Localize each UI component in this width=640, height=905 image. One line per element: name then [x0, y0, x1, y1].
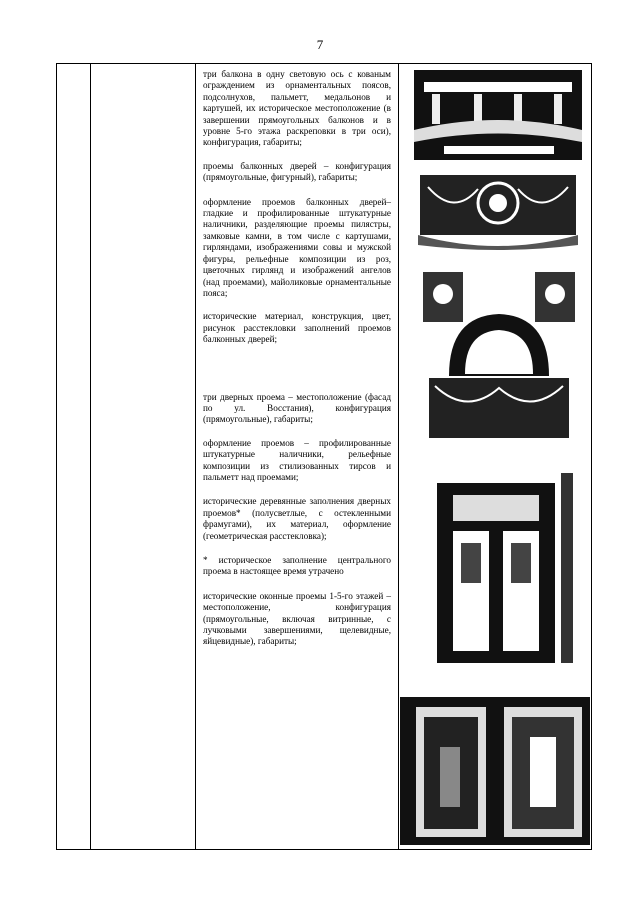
paragraph-doorways: три дверных проема – местоположение (фасад по ул. Восстания), конфигурация (прямоугольные), габариты;	[203, 391, 391, 425]
column-divider	[398, 64, 399, 849]
paragraph-windows: исторические оконные проемы 1-5-го этажей – местоположение, конфигурация (прямоугольные, включая витринные, с лучковыми завершениями, щелевидные, яйцевидные), габариты;	[203, 590, 391, 647]
column-divider	[90, 64, 91, 849]
paragraph-balcony-door-decor: оформление проемов балконных дверей– гладкие и профилированные штукатурные наличники, разделяющие проемы пилястры, замковые камни, в том числе с картушами, гирляндами, изображениями совы и мужской фигуры, рельефные композиции из роз, цветочных гирлянд и изображений ангелов (над проемами), майоликовые орнаментальные пояса;	[203, 196, 391, 298]
photo-arched-balcony	[419, 266, 579, 446]
paragraph-balconies: три балкона в одну световую ось с кованым ограждением из орнаментальных поясов, подсолнухов, пальметт, медальонов и картушей, их историческое местоположение (в завершении прямоугольных балконов и в уровне 5-го этажа раскреповки в три оси), конфигурация, габариты;	[203, 69, 391, 148]
paragraph-balcony-door-fill: исторические материал, конструкция, цвет, рисунок расстекловки заполнений проемов балконных дверей;	[203, 311, 391, 345]
paragraph-door-fill: исторические деревянные заполнения дверных проемов* (полусветлые, с остекленными фрамугами), их материал, оформление (геометрическая расстекловка);	[203, 496, 391, 541]
photo-balcony-railing	[414, 167, 582, 257]
column-divider	[195, 64, 196, 849]
paragraph-footnote: * историческое заполнение центрального проема в настоящее время утрачено	[203, 555, 391, 577]
photo-facade-windows	[400, 697, 590, 845]
description-column	[203, 69, 391, 648]
photo-entrance-door	[423, 453, 578, 666]
photo-balcony-top	[414, 70, 582, 160]
paragraph-doorway-decor: оформление проемов – профилированные штукатурные наличники, рельефные композиции из стилизованных тирсов и пальметт над проемами;	[203, 437, 391, 482]
page-number: 7	[316, 37, 324, 52]
paragraph-balcony-doors: проемы балконных дверей – конфигурация (прямоугольные, фигурный), габариты;	[203, 160, 391, 183]
